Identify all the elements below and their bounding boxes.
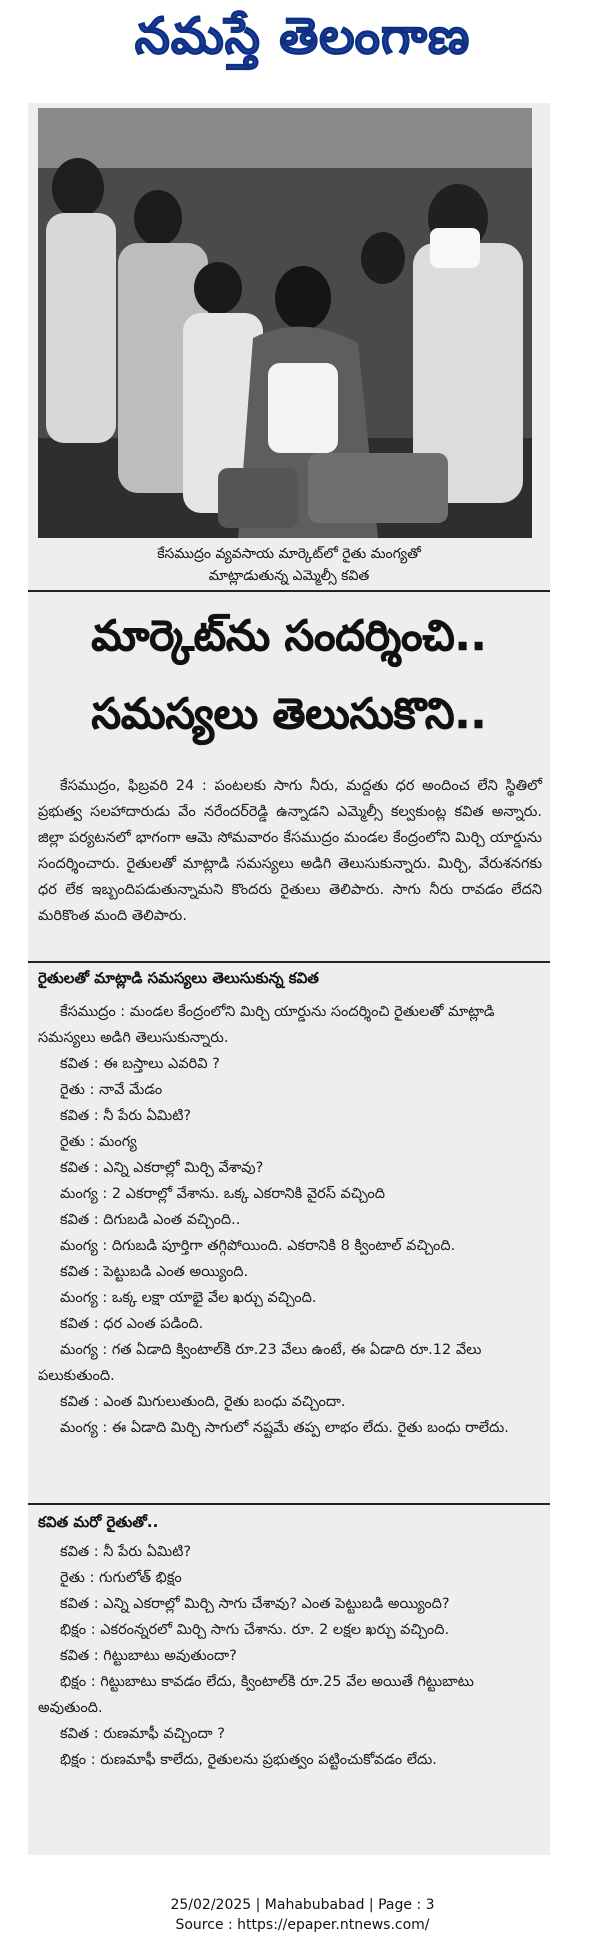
photo-caption xyxy=(28,543,550,587)
dialogue-line: కవిత : ఈ బస్తాలు ఎవరివి ? xyxy=(60,1056,220,1072)
masthead xyxy=(0,0,605,85)
headline xyxy=(28,597,550,753)
dialogue-line: రైతు : మంగ్య xyxy=(60,1134,137,1150)
market-crowd-image xyxy=(38,108,532,538)
edition-info: 25/02/2025 | Mahabubabad | Page : 3 xyxy=(170,1897,435,1913)
dialogue-line: కవిత : నీ పేరు ఏమిటి? xyxy=(60,1544,192,1560)
section-heading: కవిత మరో రైతుతో.. xyxy=(38,1513,159,1531)
dialogue-line: కవిత : ఎంత మిగులుతుంది, రైతు బంధు వచ్చిందా. xyxy=(60,1394,346,1410)
dialogue-line: కవిత : ధర ఎంత పడింది. xyxy=(60,1316,204,1332)
dialogue-line: మంగ్య : 2 ఎకరాల్లో వేశాను. ఒక్క ఎకరానికి వైరస్ వచ్చింది xyxy=(60,1186,385,1202)
dialogue-line: రైతు : గుగులోత్ భిక్షం xyxy=(60,1570,182,1586)
masthead-title: నమస్తే తెలంగాణ xyxy=(134,7,471,65)
dialogue-line: మంగ్య : ఒక్క లక్షా యాభై వేల ఖర్చు వచ్చింది. xyxy=(60,1290,317,1306)
caption-line: మాట్లాడుతున్న ఎమ్మెల్సీ కవిత xyxy=(208,568,370,584)
dialogue-line: భిక్షం : ఎకరంన్నరలో మిర్చి సాగు చేశాను. రూ. 2 లక్షల ఖర్చు వచ్చింది. xyxy=(60,1622,450,1638)
dialogue-line: రైతు : నావే మేడం xyxy=(60,1082,163,1098)
divider xyxy=(28,1503,550,1505)
interview-block xyxy=(38,1539,542,1773)
headline-line: సమస్యలు తెలుసుకొని.. xyxy=(91,689,487,738)
news-clipping xyxy=(28,103,550,1855)
caption-line: కేసముద్రం వ్యవసాయ మార్కెట్‌లో రైతు మంగ్యతో xyxy=(157,546,421,562)
intro-paragraph: కేసముద్రం : మండల కేంద్రంలోని మిర్చి యార్డును సందర్శించి రైతులతో మాట్లాడి సమస్యలు అడిగి తెలుసుకున్నారు. xyxy=(38,1004,495,1046)
dialogue-line: కవిత : పెట్టుబడి ఎంత అయ్యింది. xyxy=(60,1264,249,1280)
source-link[interactable]: Source : https://epaper.ntnews.com/ xyxy=(175,1917,430,1933)
dialogue-line: భిక్షం : గిట్టుబాటు కావడం లేదు, క్వింటాల్‌కి రూ.25 వేల అయితే గిట్టుబాటు అవుతుంది. xyxy=(38,1674,474,1716)
dialogue-line: మంగ్య : ఈ ఏడాది మిర్చి సాగులో నష్టమే తప్ప లాభం లేదు. రైతు బంధు రాలేదు. xyxy=(60,1420,509,1436)
dialogue-line: మంగ్య : గత ఏడాది క్వింటాల్‌కి రూ.23 వేలు ఉంటే, ఈ ఏడాది రూ.12 వేలు పలుకుతుంది. xyxy=(38,1342,482,1384)
headline-line: మార్కెట్‌ను సందర్శించి.. xyxy=(91,611,487,660)
dialogue-line: కవిత : గిట్టుబాటు అవుతుందా? xyxy=(60,1648,237,1664)
interview-block xyxy=(38,999,542,1441)
dialogue-line: భిక్షం : రుణమాఫీ కాలేదు, రైతులను ప్రభుత్వం పట్టించుకోవడం లేదు. xyxy=(60,1752,437,1768)
dialogue-line: కవిత : నీ పేరు ఏమిటి? xyxy=(60,1108,192,1124)
divider xyxy=(28,590,550,592)
dialogue-line: కవిత : దిగుబడి ఎంత వచ్చింది.. xyxy=(60,1212,241,1228)
page-footer xyxy=(0,1895,605,1935)
dialogue-line: కవిత : రుణమాఫీ వచ్చిందా ? xyxy=(60,1726,225,1742)
dialogue-line: కవిత : ఎన్ని ఎకరాల్లో మిర్చి వేశావు? xyxy=(60,1160,264,1176)
divider xyxy=(28,961,550,963)
dialogue-line: కవిత : ఎన్ని ఎకరాల్లో మిర్చి సాగు చేశావు? ఎంత పెట్టుబడి అయ్యింది? xyxy=(60,1596,450,1612)
article-photo xyxy=(38,108,532,538)
lead-paragraph: కేసముద్రం, ఫిబ్రవరి 24 : పంటలకు సాగు నీరు, మద్దతు ధర అందించ లేని స్థితిలో ప్రభుత్వ సలహాదారుడు వేం నరేందర్‌రెడ్డి ఉన్నాడని ఎమ్మెల్సీ కల్వకుంట్ల కవిత అన్నారు. జిల్లా పర్యటనలో భాగంగా ఆమె సోమవారం కేసముద్రం మండల కేంద్రంలోని మిర్చి యార్డును సందర్శించారు. రైతులతో మాట్లాడి సమస్యలు అడిగి తెలుసుకున్నారు. మిర్చి, వేరుశనగకు ధర లేక ఇబ్బందిపడుతున్నామని కొందరు రైతులు తెలిపారు. సాగు నీరు రావడం లేదని మరికొంత మంది తెలిపారు. xyxy=(38,778,542,924)
dialogue-line: మంగ్య : దిగుబడి పూర్తిగా తగ్గిపోయింది. ఎకరానికి 8 క్వింటాల్ వచ్చింది. xyxy=(60,1238,456,1254)
section-heading: రైతులతో మాట్లాడి సమస్యలు తెలుసుకున్న కవిత xyxy=(38,969,319,987)
